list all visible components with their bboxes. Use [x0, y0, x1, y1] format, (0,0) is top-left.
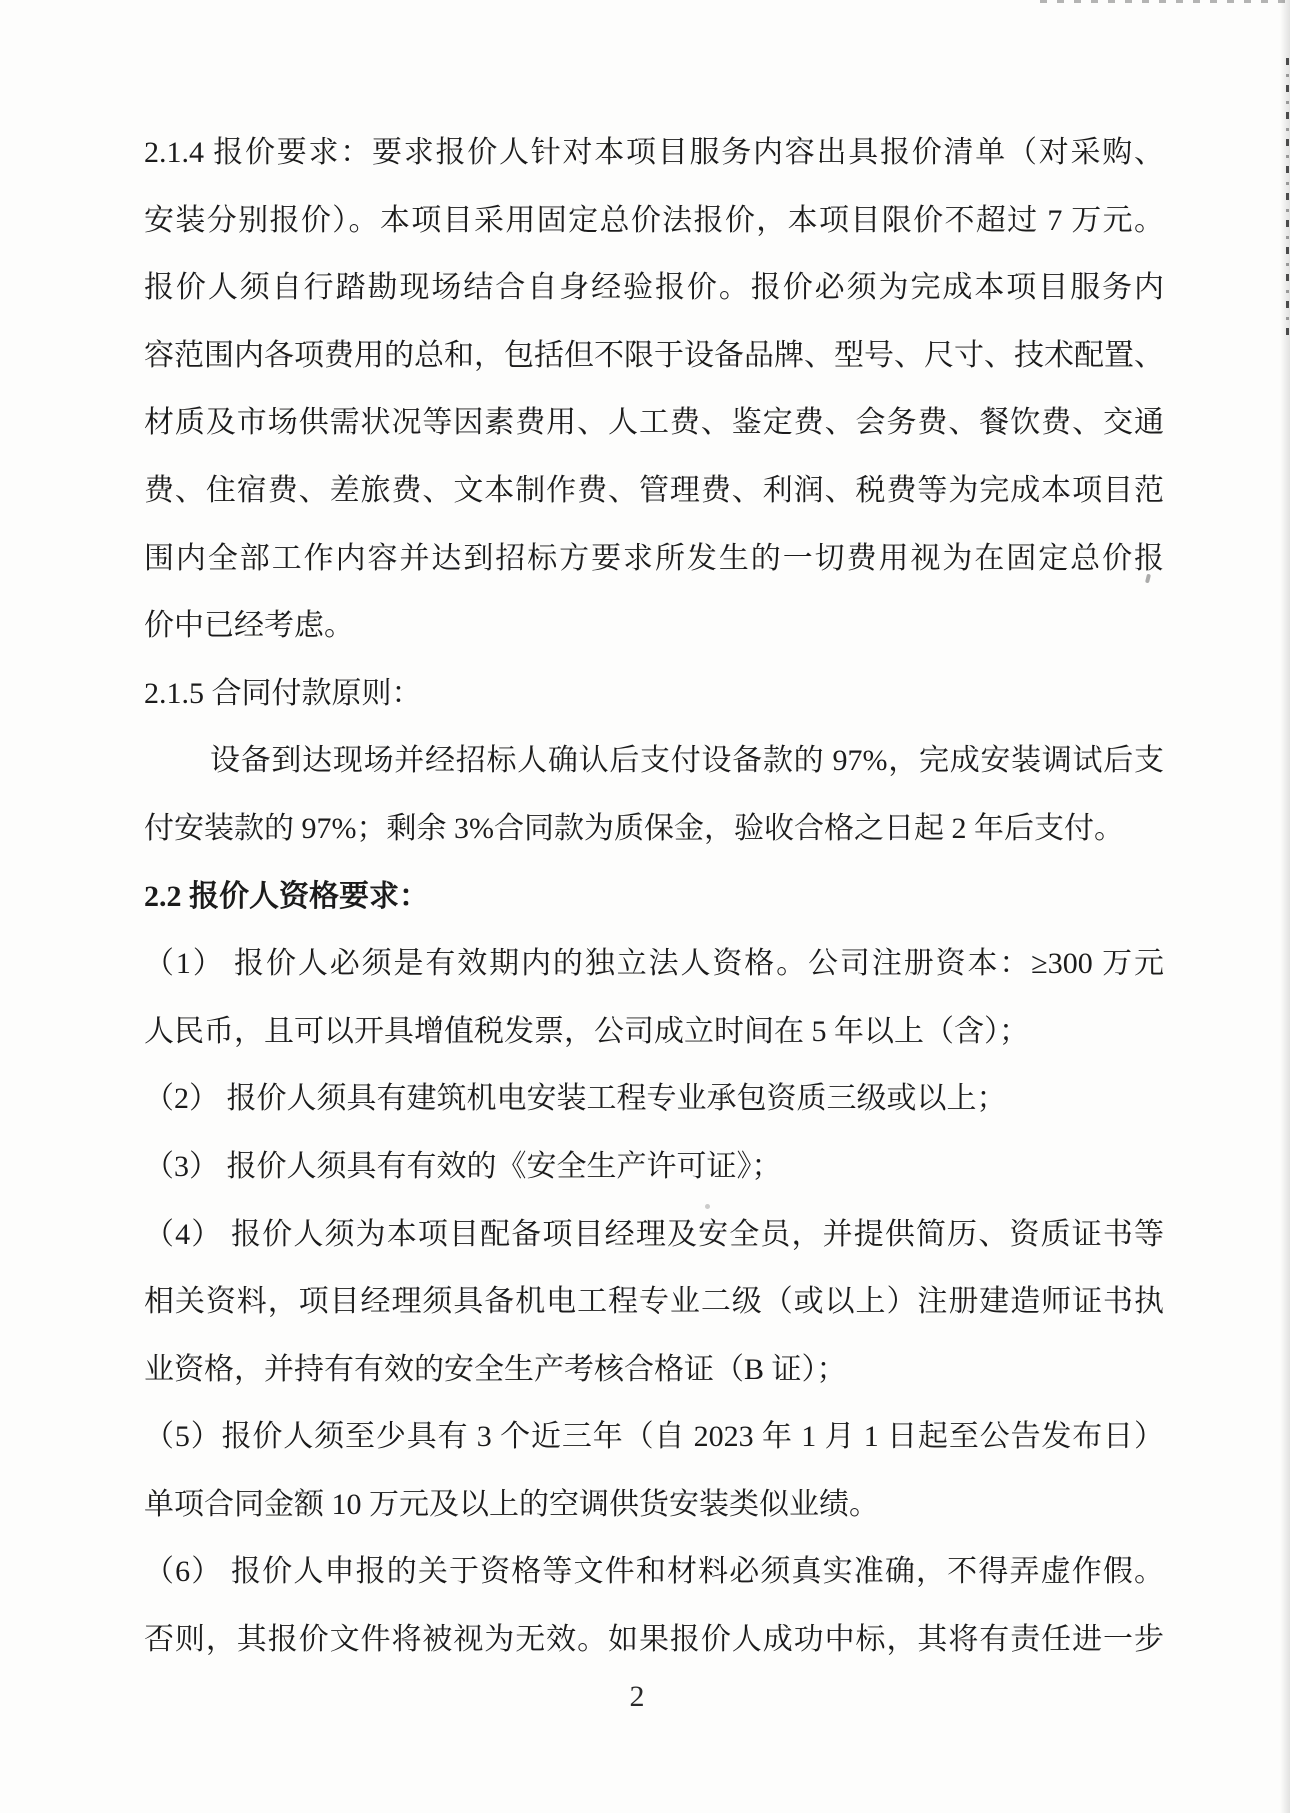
text-line: 人民币，且可以开具增值税发票，公司成立时间在 5 年以上（含）；: [144, 1014, 1029, 1048]
text-line: 报价人须自行踏勘现场结合自身经验报价。报价必须为完成本项目服务内: [144, 271, 1164, 305]
section-heading: 2.2 报价人资格要求：: [144, 879, 429, 913]
text-line: （1） 报价人必须是有效期内的独立法人资格。公司注册资本：≥300 万元: [144, 947, 1164, 981]
section-heading: 2.1.5 合同付款原则：: [144, 676, 422, 710]
text-line: 容范围内各项费用的总和，包括但不限于设备品牌、型号、尺寸、技术配置、: [144, 338, 1164, 372]
text-line: 费、住宿费、差旅费、文本制作费、管理费、利润、税费等为完成本项目范: [144, 473, 1164, 507]
text-line: 否则，其报价文件将被视为无效。如果报价人成功中标，其将有责任进一步: [144, 1623, 1164, 1657]
text-line: （4） 报价人须为本项目配备项目经理及安全员，并提供简历、资质证书等: [144, 1217, 1164, 1251]
text-line: 设备到达现场并经招标人确认后支付设备款的 97%，完成安装调试后支: [210, 744, 1164, 778]
text-line: （5）报价人须至少具有 3 个近三年（自 2023 年 1 月 1 日起至公告发布日）: [144, 1420, 1164, 1454]
scan-top-edge-marks-artifact: [1040, 0, 1290, 3]
text-line: 2.1.4 报价要求：要求报价人针对本项目服务内容出具报价清单（对采购、: [144, 136, 1164, 169]
text-line: 单项合同金额 10 万元及以上的空调供货安装类似业绩。: [144, 1487, 879, 1521]
text-line: 围内全部工作内容并达到招标方要求所发生的一切费用视为在固定总价报: [144, 541, 1164, 575]
scan-binding-marks-artifact: [1286, 58, 1289, 343]
text-line: 业资格，并持有有效的安全生产考核合格证（B 证）；: [144, 1352, 847, 1386]
text-line: 安装分别报价）。本项目采用固定总价法报价，本项目限价不超过 7 万元。: [144, 203, 1164, 237]
text-line: 价中已经考虑。: [144, 609, 354, 643]
text-line: 相关资料，项目经理须具备机电工程专业二级（或以上）注册建造师证书执: [144, 1285, 1164, 1319]
text-line: 付安装款的 97%；剩余 3%合同款为质保金，验收合格之日起 2 年后支付。: [144, 811, 1124, 845]
text-line: 材质及市场供需状况等因素费用、人工费、鉴定费、会务费、餐饮费、交通: [144, 406, 1164, 440]
document-body: [144, 119, 1164, 1674]
text-line: （2） 报价人须具有建筑机电安装工程专业承包资质三级或以上；: [144, 1082, 1007, 1116]
text-line: （3） 报价人须具有有效的《安全生产许可证》；: [144, 1149, 782, 1183]
page-number: 2: [629, 1680, 645, 1713]
text-line: （6） 报价人申报的关于资格等文件和材料必须真实准确，不得弄虚作假。: [144, 1555, 1164, 1589]
